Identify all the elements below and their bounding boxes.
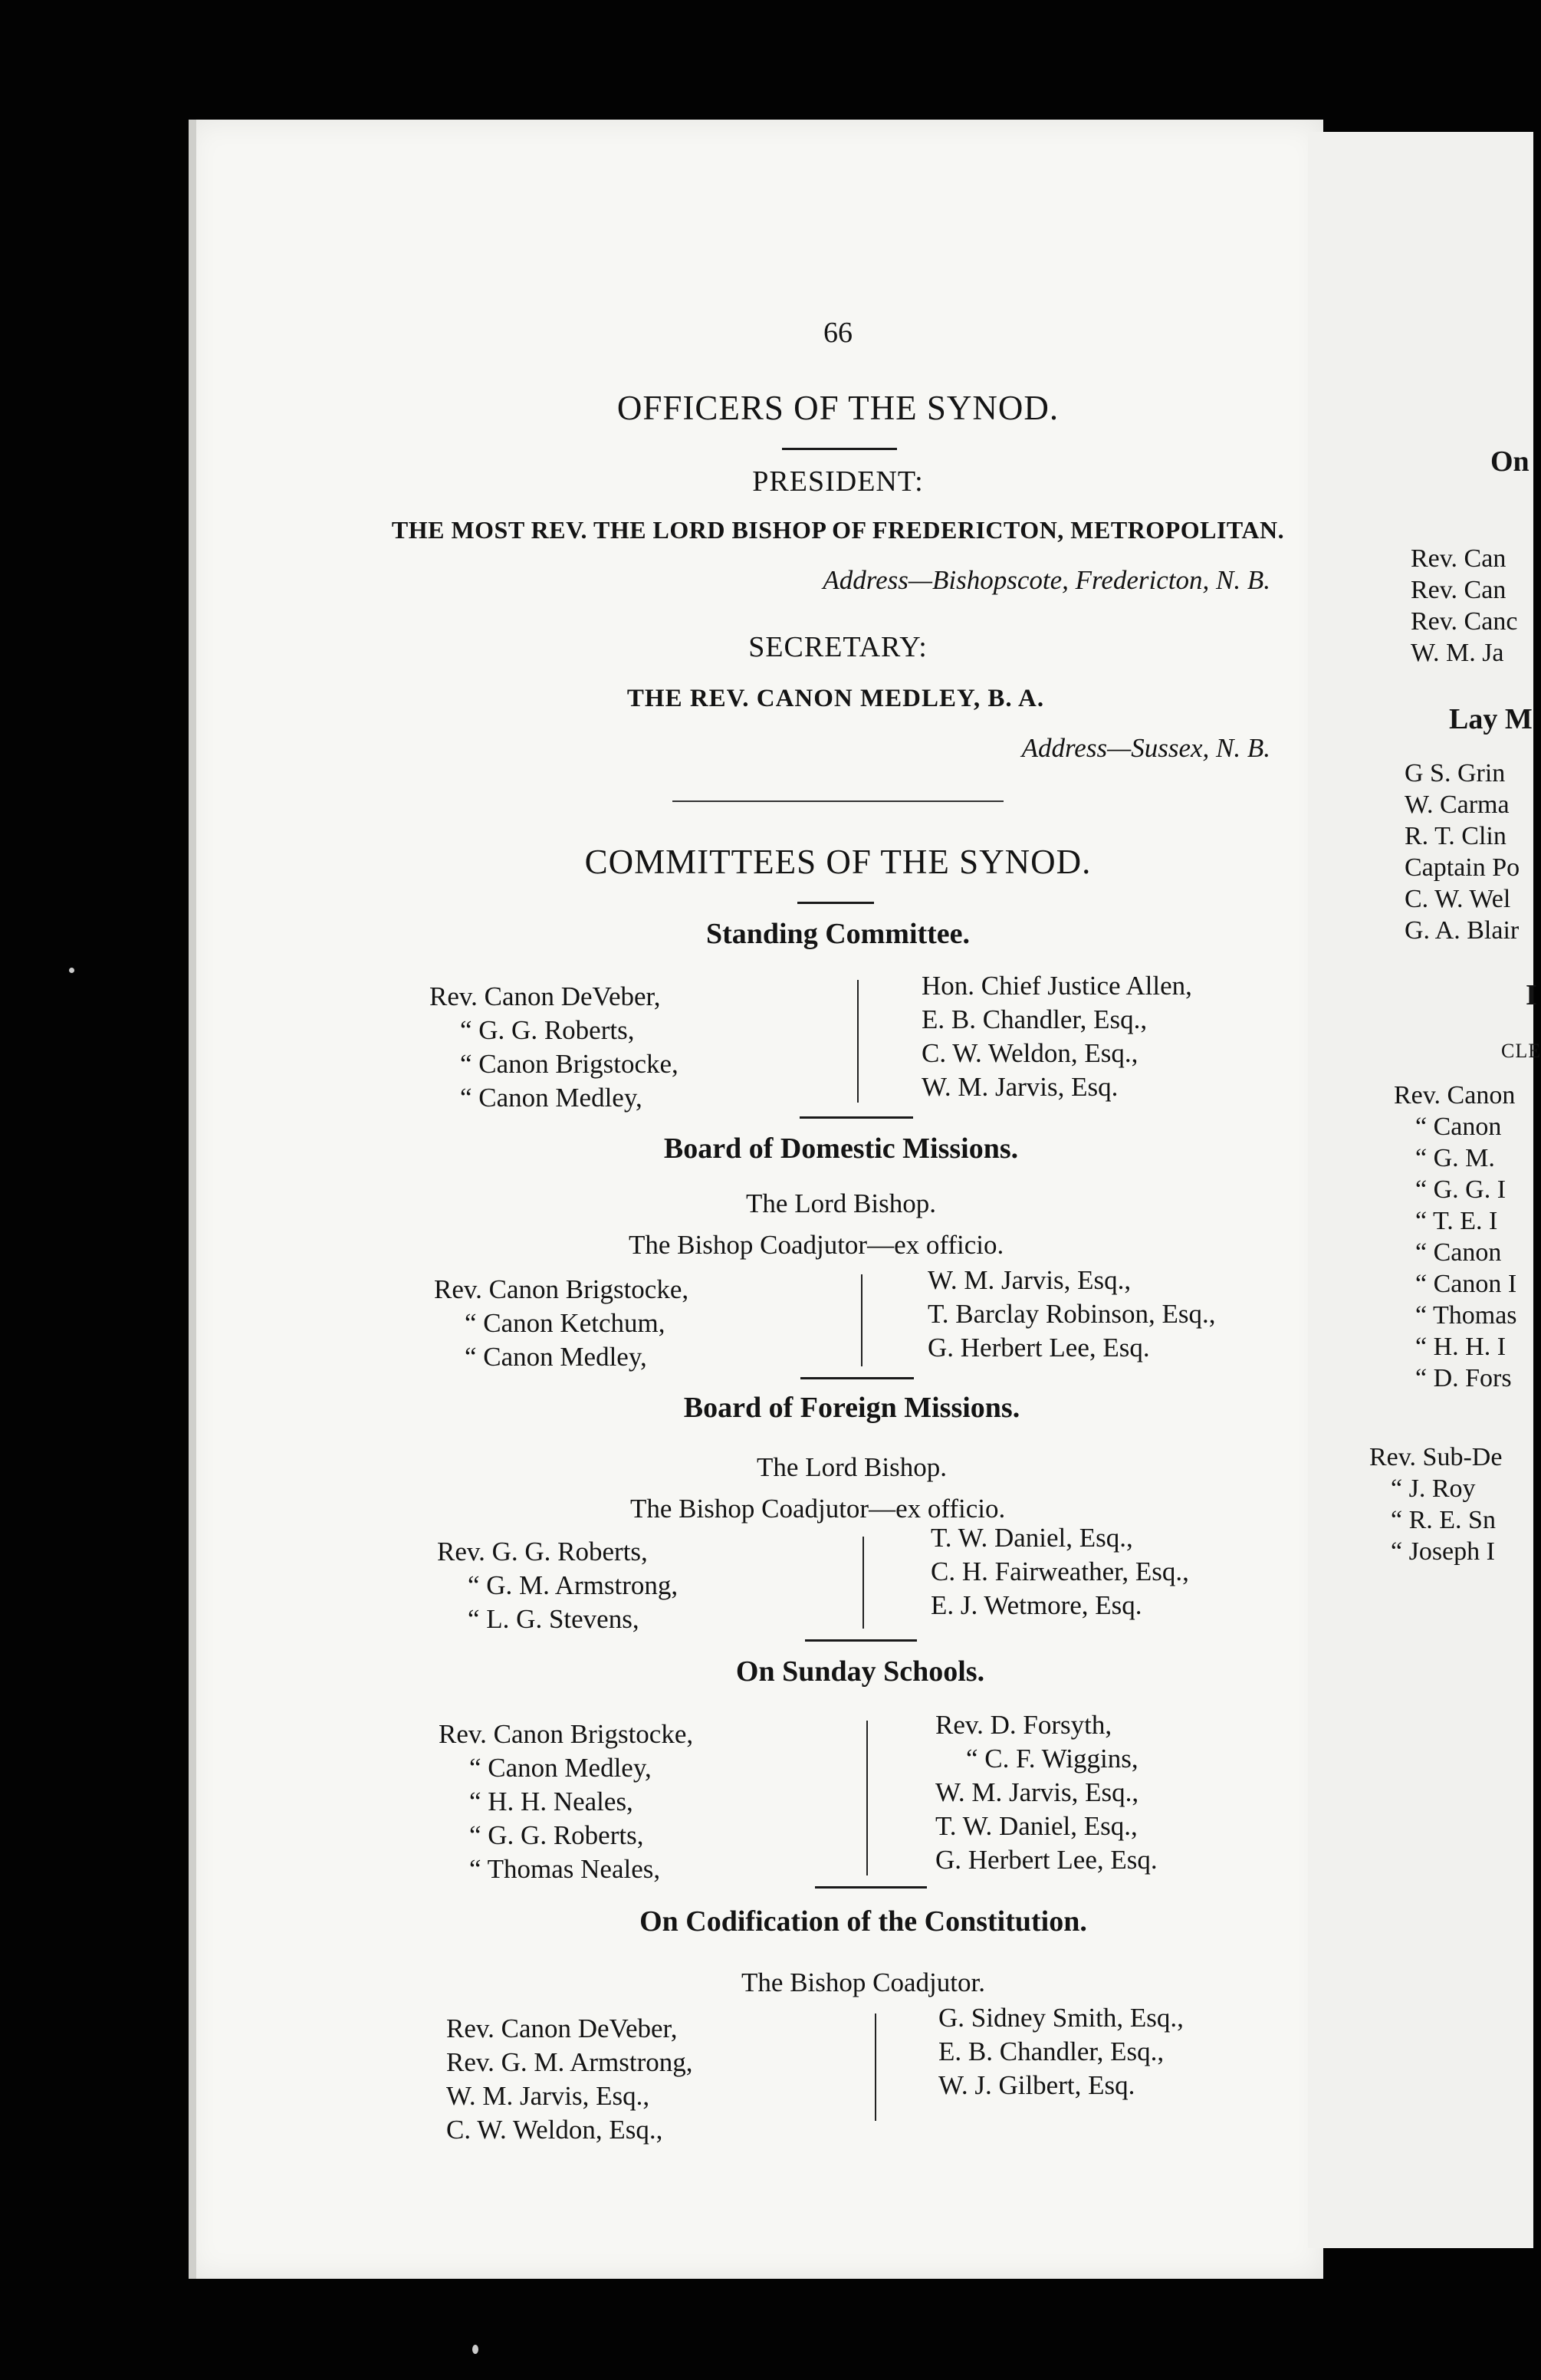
- list-item: G. Sidney Smith, Esq.,: [938, 2003, 1184, 2033]
- standing-committee-heading: Standing Committee.: [705, 918, 971, 950]
- list-item: Hon. Chief Justice Allen,: [922, 971, 1192, 1001]
- list-item: “ Canon Ketchum,: [465, 1308, 665, 1338]
- list-item: T. Barclay Robinson, Esq.,: [928, 1299, 1216, 1329]
- list-item: “ G. M. Armstrong,: [468, 1570, 678, 1600]
- list-item: Rev. G. G. Roberts,: [437, 1537, 648, 1566]
- list-item: W. M. Jarvis, Esq.,: [446, 2081, 650, 2111]
- committee-rule: [800, 1377, 914, 1379]
- list-item: Rev. Can: [1411, 576, 1506, 604]
- list-item: T. W. Daniel, Esq.,: [931, 1523, 1133, 1553]
- secretary-heading: SECRETARY:: [748, 631, 928, 663]
- committee-rule: [800, 1116, 913, 1119]
- next-page-subdean-list: [1369, 1441, 1502, 1567]
- foreign-line-1: The Lord Bishop.: [757, 1452, 947, 1482]
- committees-rule: [797, 902, 874, 904]
- list-item: “ Canon Medley,: [460, 1083, 642, 1113]
- list-item: Rev. Canon Brigstocke,: [439, 1719, 694, 1749]
- list-item: Rev. Can: [1411, 544, 1506, 573]
- list-item: Rev. Canon DeVeber,: [429, 981, 661, 1011]
- next-page-heading: On: [1490, 445, 1530, 478]
- foreign-clergy: [437, 1535, 678, 1636]
- list-item: “ H. H. Neales,: [469, 1787, 633, 1816]
- president-address: Address—Bishopscote, Fredericton, N. B.: [823, 565, 1270, 595]
- list-item: E. B. Chandler, Esq.,: [922, 1004, 1148, 1034]
- sunday-schools-heading: On Sunday Schools.: [735, 1655, 985, 1688]
- secretary-address: Address—Sussex, N. B.: [1021, 733, 1270, 763]
- president-heading: PRESIDENT:: [752, 465, 924, 498]
- list-item: Rev. D. Forsyth,: [935, 1710, 1112, 1740]
- committees-title: COMMITTEES OF THE SYNOD.: [584, 843, 1092, 881]
- list-item: “ G. G. I: [1415, 1175, 1506, 1204]
- codification-right: [938, 2001, 1184, 2102]
- list-item: “ G. G. Roberts,: [460, 1015, 635, 1045]
- list-item: “ Canon Medley,: [469, 1753, 652, 1783]
- list-item: T. W. Daniel, Esq.,: [935, 1811, 1138, 1841]
- list-item: Rev. Canon Brigstocke,: [434, 1274, 689, 1304]
- page-number: 66: [823, 317, 853, 349]
- next-page-subheading: CLE: [1501, 1040, 1541, 1062]
- next-page-lay-list: [1405, 758, 1520, 946]
- domestic-line-2: The Bishop Coadjutor—ex officio.: [629, 1230, 1004, 1260]
- title-rule: [782, 448, 897, 450]
- list-item: G. Herbert Lee, Esq.: [928, 1333, 1150, 1363]
- list-item: “ Canon I: [1415, 1270, 1517, 1298]
- foreign-missions-heading: Board of Foreign Missions.: [683, 1392, 1020, 1424]
- committee-rule: [805, 1639, 917, 1642]
- sunday-schools-others: [935, 1708, 1158, 1877]
- list-item: “ R. E. Sn: [1391, 1506, 1496, 1534]
- list-item: C. W. Wel: [1405, 885, 1511, 913]
- adjacent-page: [1308, 132, 1541, 2248]
- list-item: W. M. Jarvis, Esq.: [922, 1072, 1119, 1102]
- list-item: “ D. Fors: [1415, 1364, 1512, 1392]
- list-item: E. B. Chandler, Esq.,: [938, 2036, 1165, 2066]
- next-page-clergy-list: [1394, 1080, 1517, 1394]
- list-item: C. W. Weldon, Esq.,: [446, 2115, 663, 2145]
- domestic-laity: [928, 1264, 1216, 1365]
- list-item: W. Carma: [1405, 791, 1510, 819]
- list-item: R. T. Clin: [1405, 822, 1506, 850]
- list-item: “ Thomas: [1415, 1301, 1517, 1330]
- column-divider: [857, 980, 859, 1103]
- standing-committee-clergy: [429, 980, 678, 1115]
- list-item: G. Herbert Lee, Esq.: [935, 1845, 1158, 1875]
- foreign-laity: [931, 1521, 1189, 1622]
- list-item: W. J. Gilbert, Esq.: [938, 2070, 1135, 2100]
- domestic-line-1: The Lord Bishop.: [746, 1188, 936, 1218]
- codification-line-1: The Bishop Coadjutor.: [741, 1967, 985, 1997]
- list-item: Captain Po: [1405, 853, 1520, 882]
- domestic-clergy: [434, 1273, 688, 1374]
- next-page-rev-list: [1411, 543, 1517, 669]
- foreign-line-2: The Bishop Coadjutor—ex officio.: [630, 1494, 1006, 1524]
- list-item: “ J. Roy: [1391, 1474, 1476, 1503]
- list-item: “ G. M.: [1415, 1144, 1495, 1172]
- list-item: C. H. Fairweather, Esq.,: [931, 1557, 1189, 1586]
- next-page-heading: I: [1526, 979, 1537, 1011]
- dust-speck: [472, 2345, 478, 2354]
- list-item: Rev. Sub-De: [1369, 1443, 1503, 1471]
- list-item: Rev. Canon DeVeber,: [446, 2013, 678, 2043]
- list-item: “ Canon: [1415, 1238, 1502, 1267]
- dust-speck: [69, 968, 74, 973]
- list-item: “ Canon: [1415, 1113, 1502, 1141]
- list-item: Rev. G. M. Armstrong,: [446, 2047, 693, 2077]
- section-divider: [672, 800, 1004, 802]
- list-item: “ Canon Brigstocke,: [460, 1049, 678, 1079]
- list-item: W. M. Jarvis, Esq.,: [935, 1777, 1139, 1807]
- list-item: “ C. F. Wiggins,: [966, 1744, 1138, 1773]
- page-edge: [189, 120, 196, 2279]
- list-item: G S. Grin: [1405, 759, 1506, 787]
- committee-rule: [815, 1886, 927, 1889]
- list-item: W. M. Ja: [1411, 639, 1504, 667]
- list-item: “ Joseph I: [1391, 1537, 1495, 1566]
- list-item: “ Canon Medley,: [465, 1342, 647, 1372]
- next-page-heading: Lay M: [1449, 703, 1533, 735]
- column-divider: [861, 1274, 863, 1366]
- list-item: E. J. Wetmore, Esq.: [931, 1590, 1142, 1620]
- list-item: G. A. Blair: [1405, 916, 1520, 945]
- president-name: THE MOST REV. THE LORD BISHOP OF FREDERICTON, METROPOLITAN.: [391, 516, 1285, 544]
- column-divider: [863, 1537, 864, 1629]
- column-divider: [875, 2013, 876, 2121]
- domestic-missions-heading: Board of Domestic Missions.: [663, 1132, 1019, 1165]
- list-item: “ H. H. I: [1415, 1333, 1506, 1361]
- codification-left: [446, 2012, 692, 2147]
- standing-committee-laity: [922, 969, 1192, 1104]
- list-item: Rev. Canc: [1411, 607, 1518, 636]
- list-item: “ T. E. I: [1415, 1207, 1498, 1235]
- list-item: W. M. Jarvis, Esq.,: [928, 1265, 1132, 1295]
- codification-heading: On Codification of the Constitution.: [639, 1905, 1087, 1938]
- officers-title: OFFICERS OF THE SYNOD.: [616, 389, 1060, 427]
- list-item: “ Thomas Neales,: [469, 1854, 661, 1884]
- list-item: C. W. Weldon, Esq.,: [922, 1038, 1138, 1068]
- column-divider: [866, 1721, 868, 1875]
- sunday-schools-clergy: [439, 1718, 693, 1886]
- secretary-name: THE REV. CANON MEDLEY, B. A.: [626, 685, 1045, 712]
- list-item: Rev. Canon: [1394, 1081, 1516, 1109]
- list-item: “ G. G. Roberts,: [469, 1820, 644, 1850]
- list-item: “ L. G. Stevens,: [468, 1604, 639, 1634]
